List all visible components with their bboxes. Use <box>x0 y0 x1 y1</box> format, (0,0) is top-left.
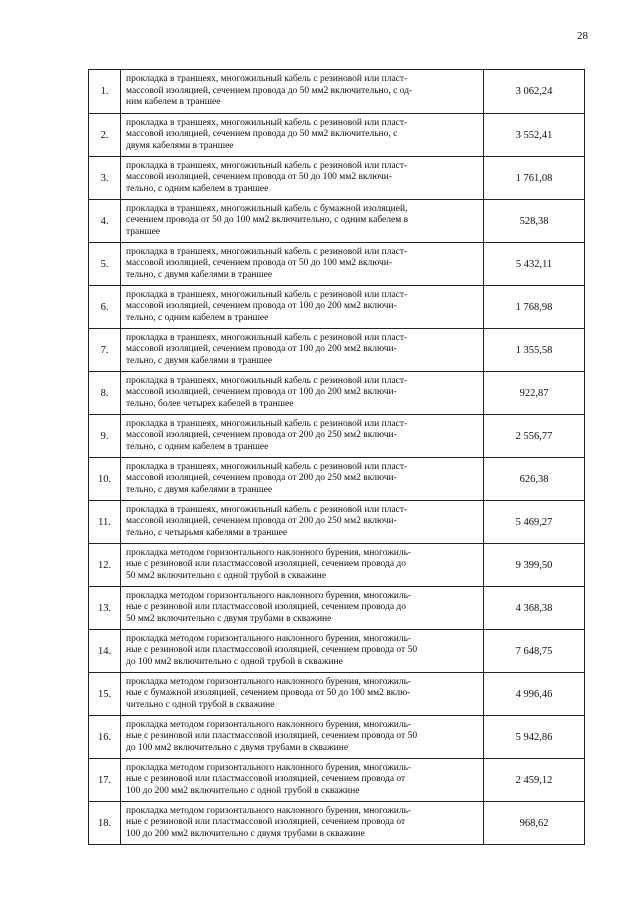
page-number: 28 <box>577 30 588 42</box>
description-line: прокладка методом горизонтального наклонного бурения, многожиль- <box>126 676 412 687</box>
description-line: прокладка методом горизонтального наклонного бурения, многожиль- <box>126 719 412 730</box>
table-row <box>89 243 585 286</box>
row-description <box>121 286 484 329</box>
description-line: ные с резиновой или пластмассовой изоляцией, сечением провода до <box>126 559 407 570</box>
row-description <box>121 157 484 200</box>
row-value: 1 761,08 <box>484 157 585 200</box>
description-line: 100 до 200 мм2 включительно с двумя трубами в скважине <box>126 828 365 839</box>
rates-table <box>88 69 585 845</box>
row-number: 7. <box>89 329 121 372</box>
row-value: 5 432,11 <box>484 243 585 286</box>
row-value: 9 399,50 <box>484 544 585 587</box>
row-description <box>121 673 484 716</box>
description-line: прокладка в траншеях, многожильный кабель с резиновой или пласт- <box>126 461 408 472</box>
description-line: тельно, с двумя кабелями в траншее <box>126 484 273 495</box>
row-value: 1 355,58 <box>484 329 585 372</box>
row-value: 7 648,75 <box>484 630 585 673</box>
row-number: 17. <box>89 759 121 802</box>
table-row <box>89 372 585 415</box>
description-line: массовой изоляцией, сечением провода от 50 до 100 мм2 включи- <box>126 172 393 183</box>
row-number: 14. <box>89 630 121 673</box>
row-description <box>121 544 484 587</box>
row-description <box>121 716 484 759</box>
table-row <box>89 587 585 630</box>
description-line: 100 до 200 мм2 включительно с одной трубой в скважине <box>126 785 360 796</box>
row-value: 626,38 <box>484 458 585 501</box>
row-value: 5 942,86 <box>484 716 585 759</box>
description-line: прокладка методом горизонтального наклонного бурения, многожиль- <box>126 547 412 558</box>
row-value: 968,62 <box>484 802 585 845</box>
rates-table-body <box>89 70 585 845</box>
description-line: прокладка в траншеях, многожильный кабель с резиновой или пласт- <box>126 375 408 386</box>
row-number: 5. <box>89 243 121 286</box>
description-line: тельно, с четырьмя кабелями в траншее <box>126 527 288 538</box>
description-line: массовой изоляцией, сечением провода от 200 до 250 мм2 включи- <box>126 473 397 484</box>
table-row <box>89 630 585 673</box>
description-line: ные с бумажной изоляцией, сечением провода от 50 до 100 мм2 вклю- <box>126 688 411 699</box>
row-value: 3 552,41 <box>484 114 585 157</box>
description-line: ные с резиновой или пластмассовой изоляцией, сечением провода от <box>126 817 406 828</box>
table-row <box>89 114 585 157</box>
row-value: 2 459,12 <box>484 759 585 802</box>
table-row <box>89 157 585 200</box>
row-number: 6. <box>89 286 121 329</box>
table-row <box>89 501 585 544</box>
row-value: 4 996,46 <box>484 673 585 716</box>
row-number: 4. <box>89 200 121 243</box>
description-line: тельно, с одним кабелем в траншее <box>126 312 269 323</box>
row-number: 2. <box>89 114 121 157</box>
description-line: тельно, с одним кабелем в траншее <box>126 441 269 452</box>
row-description <box>121 415 484 458</box>
description-line: массовой изоляцией, сечением провода от 200 до 250 мм2 включи- <box>126 516 397 527</box>
description-line: прокладка в траншеях, многожильный кабель с резиновой или пласт- <box>126 246 408 257</box>
description-line: прокладка в траншеях, многожильный кабель с резиновой или пласт- <box>126 504 408 515</box>
row-description <box>121 458 484 501</box>
description-line: массовой изоляцией, сечением провода от 100 до 200 мм2 включи- <box>126 387 397 398</box>
description-line: массовой изоляцией, сечением провода от 100 до 200 мм2 включи- <box>126 301 397 312</box>
description-line: прокладка в траншеях, многожильный кабель с резиновой или пласт- <box>126 332 408 343</box>
description-line: двумя кабелями в траншее <box>126 140 234 151</box>
row-number: 1. <box>89 70 121 114</box>
description-line: до 100 мм2 включительно с одной трубой в скважине <box>126 656 343 667</box>
description-line: прокладка в траншеях, многожильный кабель с резиновой или пласт- <box>126 160 408 171</box>
row-description <box>121 630 484 673</box>
row-value: 4 368,38 <box>484 587 585 630</box>
table-row <box>89 286 585 329</box>
row-description <box>121 114 484 157</box>
description-line: ные с резиновой или пластмассовой изоляцией, сечением провода до <box>126 602 407 613</box>
row-description <box>121 501 484 544</box>
row-number: 16. <box>89 716 121 759</box>
row-value: 1 768,98 <box>484 286 585 329</box>
table-row <box>89 458 585 501</box>
row-description <box>121 200 484 243</box>
row-value: 922,87 <box>484 372 585 415</box>
description-line: тельно, более четырех кабелей в траншее <box>126 398 294 409</box>
table-row <box>89 544 585 587</box>
description-line: прокладка в траншеях, многожильный кабель с резиновой или пласт- <box>126 117 408 128</box>
description-line: прокладка в траншеях, многожильный кабель с резиновой или пласт- <box>126 289 408 300</box>
description-line: прокладка в траншеях, многожильный кабель с резиновой или пласт- <box>126 418 408 429</box>
row-number: 11. <box>89 501 121 544</box>
description-line: чительно с одной трубой в скважине <box>126 699 275 710</box>
row-description <box>121 759 484 802</box>
description-line: прокладка методом горизонтального наклонного бурения, многожиль- <box>126 762 412 773</box>
description-line: ные с резиновой или пластмассовой изоляцией, сечением провода от <box>126 774 406 785</box>
table-row <box>89 415 585 458</box>
row-number: 10. <box>89 458 121 501</box>
description-line: массовой изоляцией, сечением провода от 50 до 100 мм2 включи- <box>126 258 393 269</box>
description-line: ные с резиновой или пластмассовой изоляцией, сечением провода от 50 <box>126 731 418 742</box>
row-number: 9. <box>89 415 121 458</box>
description-line: до 100 мм2 включительно с двумя трубами в скважине <box>126 742 349 753</box>
row-number: 15. <box>89 673 121 716</box>
row-number: 3. <box>89 157 121 200</box>
description-line: 50 мм2 включительно с двумя трубами в скважине <box>126 613 332 624</box>
row-description <box>121 802 484 845</box>
description-line: прокладка методом горизонтального наклонного бурения, многожиль- <box>126 805 412 816</box>
table-row <box>89 716 585 759</box>
table-row <box>89 802 585 845</box>
row-description <box>121 372 484 415</box>
table-row <box>89 70 585 114</box>
row-description <box>121 329 484 372</box>
description-line: тельно, с двумя кабелями в траншее <box>126 269 273 280</box>
row-number: 13. <box>89 587 121 630</box>
table-row <box>89 200 585 243</box>
description-line: тельно, с двумя кабелями в траншее <box>126 355 273 366</box>
row-description <box>121 587 484 630</box>
description-line: массовой изоляцией, сечением провода от 100 до 200 мм2 включи- <box>126 344 397 355</box>
table-row <box>89 759 585 802</box>
row-number: 18. <box>89 802 121 845</box>
description-line: прокладка в траншеях, многожильный кабель с резиновой или пласт- <box>126 74 408 85</box>
row-number: 12. <box>89 544 121 587</box>
row-description <box>121 243 484 286</box>
row-value: 3 062,24 <box>484 70 585 114</box>
description-line: тельно, с одним кабелем в траншее <box>126 183 269 194</box>
description-line: ним кабелем в траншее <box>126 97 221 108</box>
description-line: прокладка методом горизонтального наклонного бурения, многожиль- <box>126 590 412 601</box>
row-description <box>121 70 484 114</box>
description-line: массовой изоляцией, сечением провода до 50 мм2 включительно, с <box>126 129 398 140</box>
row-number: 8. <box>89 372 121 415</box>
description-line: прокладка в траншеях, многожильный кабель с бумажной изоляцией, <box>126 203 408 214</box>
row-value: 528,38 <box>484 200 585 243</box>
description-line: массовой изоляцией, сечением провода от 200 до 250 мм2 включи- <box>126 430 397 441</box>
row-value: 2 556,77 <box>484 415 585 458</box>
description-line: ные с резиновой или пластмассовой изоляцией, сечением провода от 50 <box>126 645 418 656</box>
table-row <box>89 673 585 716</box>
row-value: 5 469,27 <box>484 501 585 544</box>
description-line: прокладка методом горизонтального наклонного бурения, многожиль- <box>126 633 412 644</box>
description-line: 50 мм2 включительно с одной трубой в скважине <box>126 570 327 581</box>
description-line: массовой изоляцией, сечением провода до 50 мм2 включительно, с од- <box>126 85 413 96</box>
description-line: траншее <box>126 226 161 237</box>
table-row <box>89 329 585 372</box>
description-line: сечением провода от 50 до 100 мм2 включительно, с одним кабелем в <box>126 215 409 226</box>
